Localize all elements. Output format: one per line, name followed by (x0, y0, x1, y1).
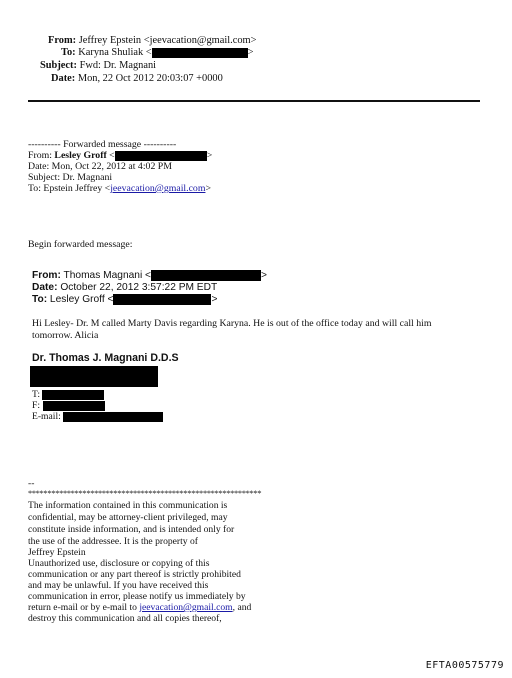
redaction-box (42, 390, 104, 400)
disclaimer-email-link[interactable]: jeevacation@gmail.com (139, 602, 233, 613)
redaction-box (63, 412, 163, 422)
header-from-label: From: (48, 35, 77, 46)
header-subject-label: Subject: (40, 60, 77, 71)
disclaimer-line-5: Jeffrey Epstein (28, 547, 86, 558)
signature-name: Dr. Thomas J. Magnani D.D.S (32, 352, 179, 364)
forward-to-prefix: To: Epstein Jeffrey < (28, 183, 111, 194)
disclaimer-line-9: communication in error, please notify us immediately by (28, 591, 246, 602)
inner-to-row (32, 294, 217, 306)
inner-to-tail: > (211, 294, 218, 306)
forward-subject-line: Subject: Dr. Magnani (28, 172, 113, 183)
redaction-box (113, 294, 211, 305)
header-to-value: Karyna Shuliak < (78, 47, 152, 58)
disclaimer-line-10-suffix: , and (232, 602, 252, 613)
inner-from-label: From: (32, 270, 61, 282)
signature-f-label: F: (32, 400, 41, 411)
disclaimer-line-1: The information contained in this communication is (28, 500, 228, 511)
disclaimer-dashes: -- (28, 478, 35, 489)
redaction-box (43, 401, 105, 411)
inner-from-tail: > (261, 270, 267, 282)
header-date-value: Mon, 22 Oct 2012 20:03:07 +0000 (77, 73, 223, 84)
disclaimer-stars: ************************************************************ (28, 489, 262, 498)
header-date-row (51, 72, 223, 85)
inner-from-value: Thomas Magnani < (60, 270, 152, 282)
forward-from-label: From: (28, 150, 55, 161)
document-id: EFTA00575779 (425, 660, 504, 671)
forward-banner: ---------- Forwarded message ---------- (28, 139, 177, 150)
disclaimer-line-8: and may be unlawful. If you have received this (28, 580, 209, 591)
forward-from-name: Lesley Groff (54, 150, 107, 161)
inner-date-label: Date: (32, 282, 58, 293)
inner-from-row (32, 270, 267, 282)
signature-email-row (32, 411, 163, 423)
header-from-value: Jeffrey Epstein <jeevacation@gmail.com> (78, 35, 257, 46)
message-line-1: Hi Lesley- Dr. M called Marty Davis regarding Karyna. He is out of the office today and will call him (32, 318, 432, 329)
inner-date-value: October 22, 2012 3:57:22 PM EDT (57, 282, 218, 293)
begin-forwarded-text: Begin forwarded message: (28, 239, 133, 250)
message-line-2: tomorrow. Alicia (32, 330, 99, 341)
disclaimer-line-7: communication or any part thereof is strictly prohibited (28, 569, 241, 580)
redaction-box (30, 366, 158, 387)
disclaimer-line-10-prefix: return e-mail or by e-mail to (28, 602, 140, 613)
inner-to-value: Lesley Groff < (47, 294, 114, 306)
forward-to-row (28, 183, 211, 195)
signature-t-label: T: (32, 389, 41, 400)
forward-to-email-link[interactable]: jeevacation@gmail.com (110, 183, 206, 194)
header-to-label: To: (61, 47, 76, 58)
disclaimer-line-3: constitute inside information, and is intended only for (28, 524, 235, 535)
redaction-box (151, 270, 261, 281)
redaction-box (115, 151, 207, 161)
forward-from-open: < (106, 150, 115, 161)
inner-date-row (32, 282, 217, 294)
header-divider (28, 100, 480, 102)
disclaimer-line-6: Unauthorized use, disclosure or copying of this (28, 558, 210, 569)
header-subject-row (40, 59, 156, 72)
header-subject-value: Fwd: Dr. Magnani (79, 60, 157, 71)
header-to-tail: > (247, 47, 254, 58)
forward-from-tail: > (206, 150, 213, 161)
redaction-box (152, 48, 248, 58)
header-date-label: Date: (51, 73, 76, 84)
disclaimer-line-4: the use of the addressee. It is the property of (28, 536, 198, 547)
disclaimer-line-11: destroy this communication and all copies thereof, (28, 613, 222, 624)
signature-email-label: E-mail: (32, 411, 61, 422)
disclaimer-line-2: confidential, may be attorney-client privileged, may (28, 512, 228, 523)
forward-date-line: Date: Mon, Oct 22, 2012 at 4:02 PM (28, 161, 172, 172)
inner-to-label: To: (32, 294, 48, 306)
header-to-row (61, 46, 254, 59)
forward-to-suffix: > (205, 183, 211, 194)
